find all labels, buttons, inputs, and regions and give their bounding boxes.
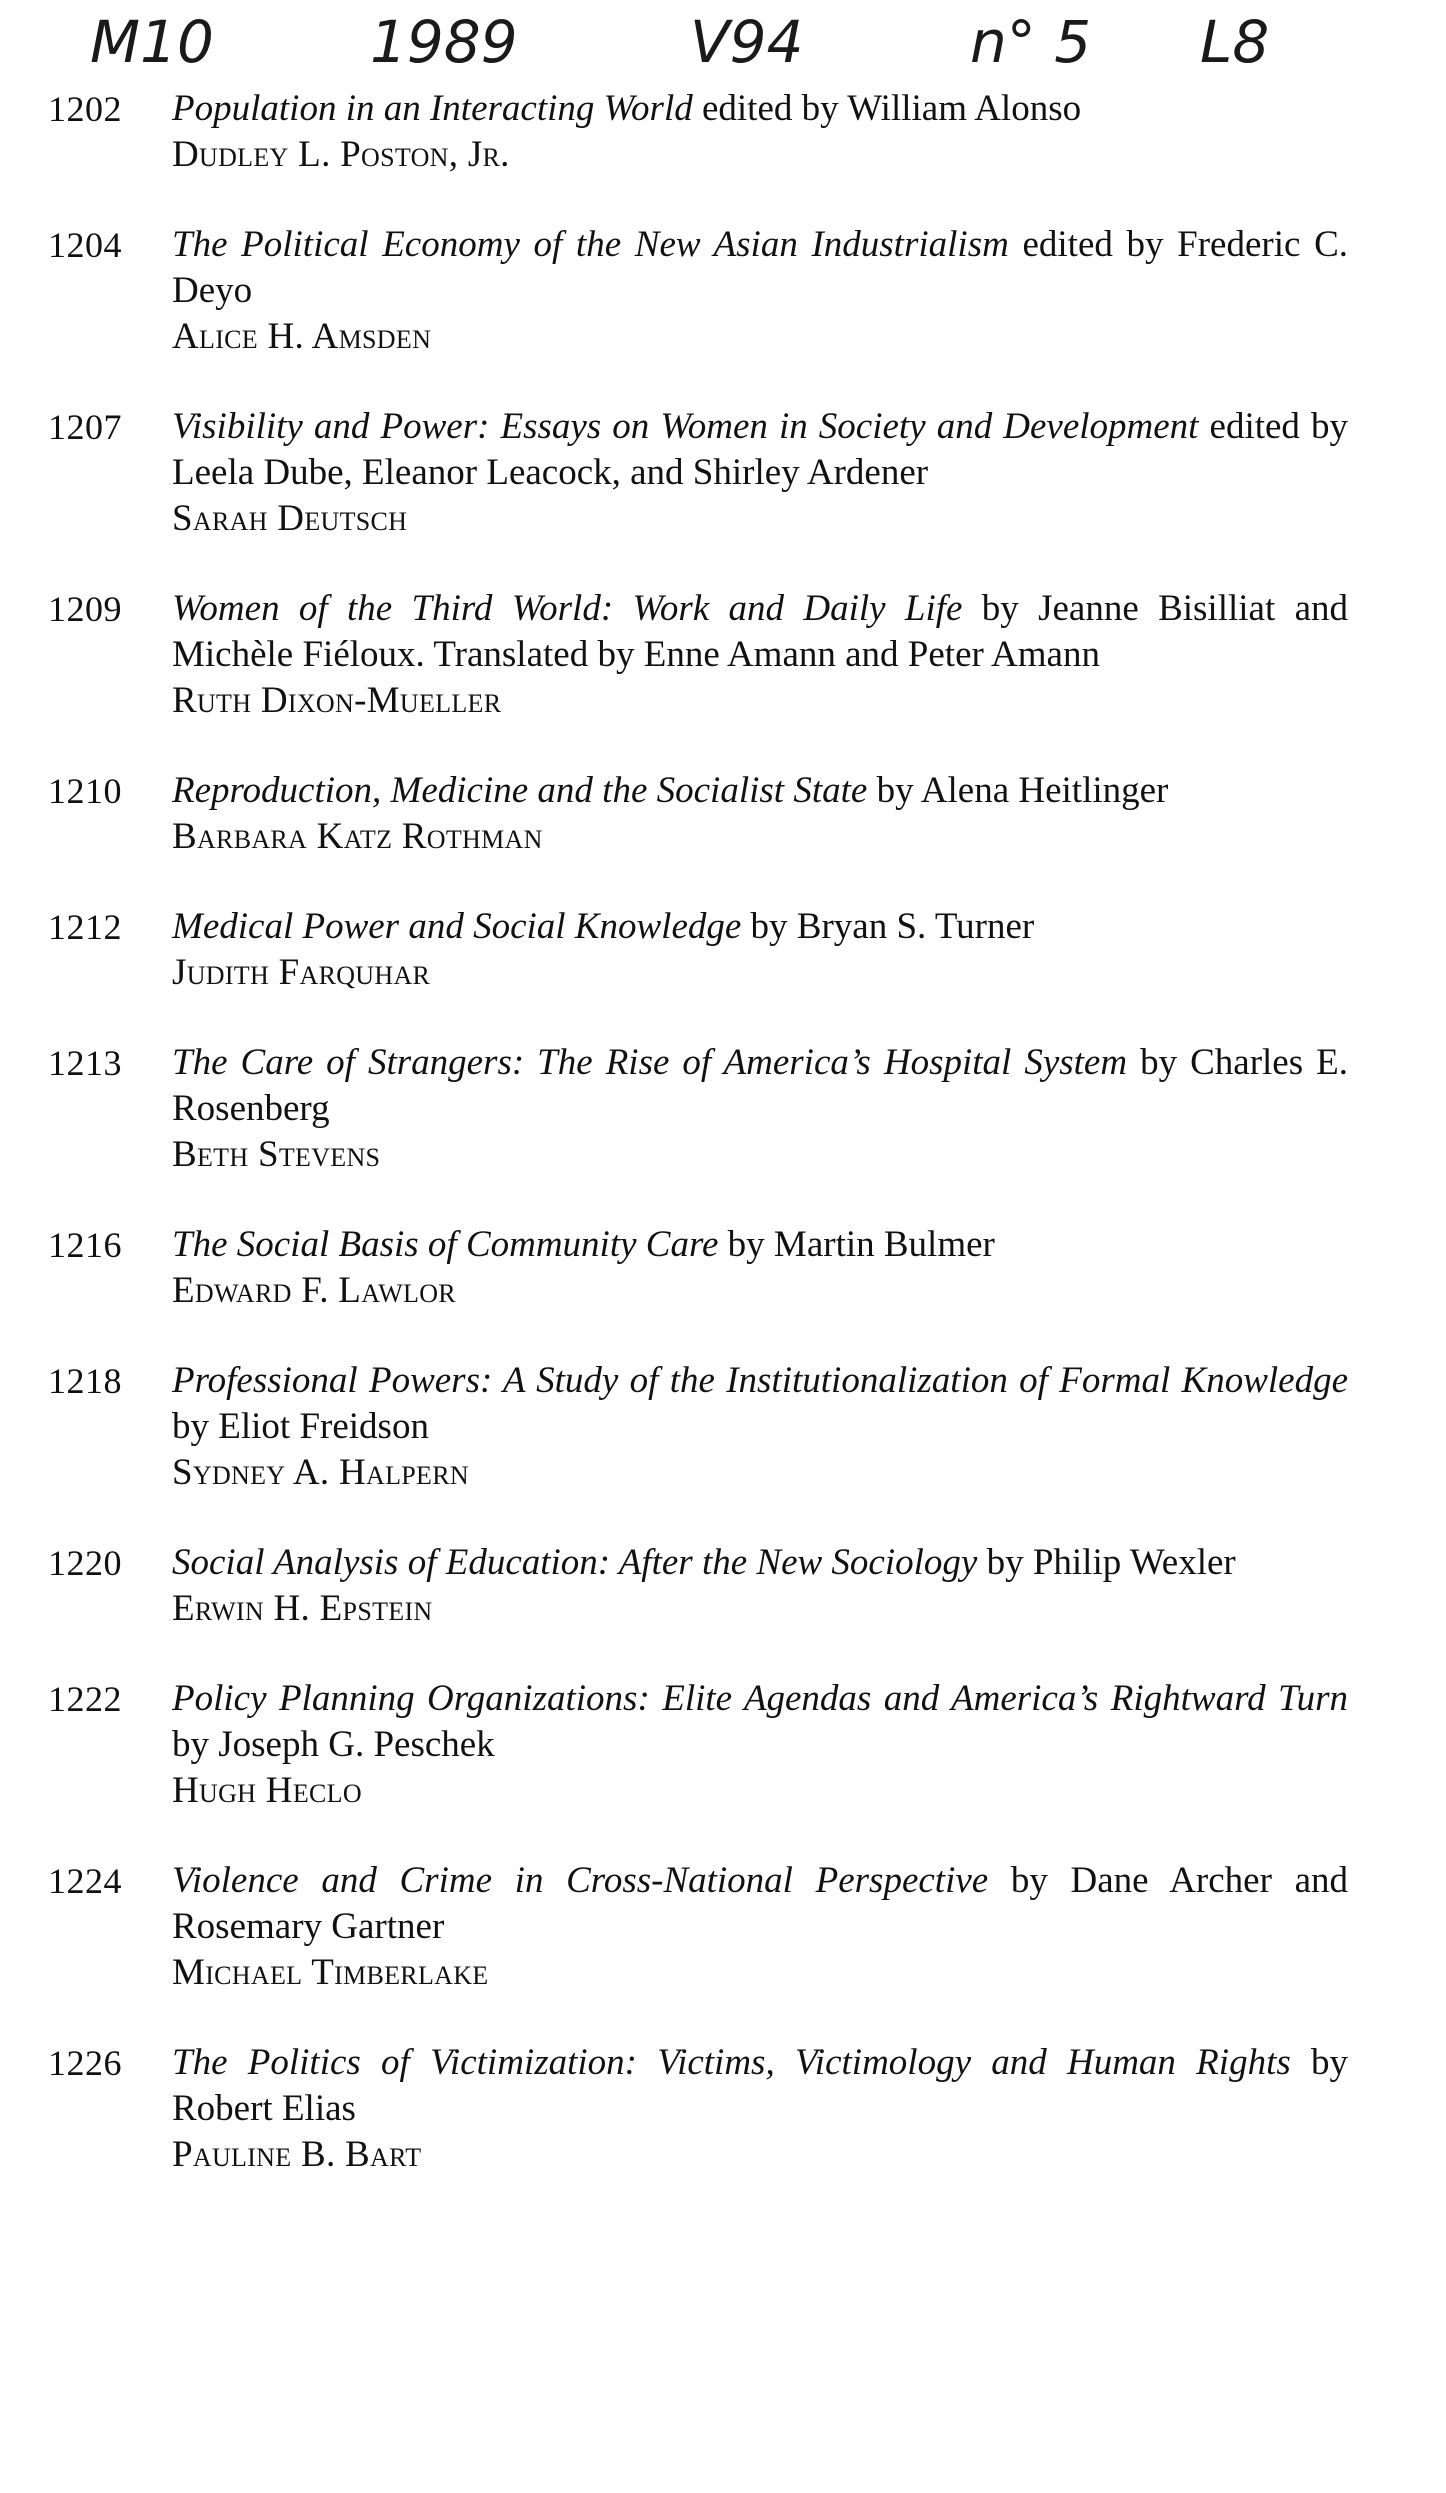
book-details: by Joseph G. Peschek xyxy=(172,1724,495,1765)
reviewer-name: Ruth Dixon-Mueller xyxy=(172,680,502,721)
book-details: by Jeanne Bisilliat and Michèle Fiéloux. Translated by Enne Amann and Peter Amann xyxy=(172,588,1348,675)
reviewer-name: Beth Stevens xyxy=(172,1134,381,1175)
book-details: by Dane Archer and Rosemary Gartner xyxy=(172,1860,1349,1947)
page-number: 1207 xyxy=(48,407,122,447)
book-title: The Politics of Victimization: Victims, Victimology and Human Rights xyxy=(172,2042,1291,2083)
book-title: Women of the Third World: Work and Daily Life xyxy=(172,588,963,629)
page-number: 1222 xyxy=(48,1679,122,1719)
handwritten-note xyxy=(90,0,1320,90)
book-details: by Robert Elias xyxy=(172,2042,1348,2129)
entry-body xyxy=(172,1040,1348,1178)
entry-body xyxy=(172,1858,1348,1996)
reviewer-name: Alice H. Amsden xyxy=(172,316,432,357)
reviewer-name: Erwin H. Epstein xyxy=(172,1588,433,1629)
handwritten-token: 1989 xyxy=(370,8,518,76)
book-details: by Philip Wexler xyxy=(977,1542,1236,1583)
review-entry xyxy=(48,2040,1348,2178)
book-details: edited by Frederic C. Deyo xyxy=(172,224,1348,311)
book-title: Population in an Interacting World xyxy=(172,88,693,129)
entry-body xyxy=(172,1676,1348,1814)
review-entry xyxy=(48,904,1348,996)
handwritten-token: V94 xyxy=(690,8,804,76)
page-number: 1204 xyxy=(48,225,122,265)
review-entry xyxy=(48,1858,1348,1996)
book-title: Social Analysis of Education: After the New Sociology xyxy=(172,1542,978,1583)
reviewer-name: Sarah Deutsch xyxy=(172,498,408,539)
reviewer-name: Edward F. Lawlor xyxy=(172,1270,456,1311)
book-details: edited by William Alonso xyxy=(692,88,1082,129)
entry-body xyxy=(172,404,1348,542)
reviewer-name: Michael Timberlake xyxy=(172,1952,489,1993)
review-list xyxy=(48,86,1348,2222)
book-title: Violence and Crime in Cross-National Perspective xyxy=(172,1860,989,1901)
book-title: The Care of Strangers: The Rise of America’s Hospital System xyxy=(172,1042,1128,1083)
reviewer-name: Sydney A. Halpern xyxy=(172,1452,469,1493)
book-details: by Eliot Freidson xyxy=(172,1406,429,1447)
book-title: The Political Economy of the New Asian Industrialism xyxy=(172,224,1009,265)
review-entry xyxy=(48,86,1348,178)
review-entry xyxy=(48,1676,1348,1814)
page-number: 1213 xyxy=(48,1043,122,1083)
book-details: by Bryan S. Turner xyxy=(741,906,1035,947)
review-entry xyxy=(48,1222,1348,1314)
reviewer-name: Hugh Heclo xyxy=(172,1770,362,1811)
entry-body xyxy=(172,768,1348,860)
reviewer-name: Dudley L. Poston, Jr. xyxy=(172,134,510,175)
page-number: 1202 xyxy=(48,89,122,129)
book-details: by Alena Heitlinger xyxy=(867,770,1169,811)
entry-body xyxy=(172,904,1348,996)
reviewer-name: Barbara Katz Rothman xyxy=(172,816,543,857)
page-number: 1226 xyxy=(48,2043,122,2083)
book-details: by Martin Bulmer xyxy=(718,1224,995,1265)
book-title: Reproduction, Medicine and the Socialist State xyxy=(172,770,868,811)
book-title: Professional Powers: A Study of the Institutionalization of Formal Knowledge xyxy=(172,1360,1348,1401)
review-entry xyxy=(48,1358,1348,1496)
reviewer-name: Pauline B. Bart xyxy=(172,2134,422,2175)
book-details: edited by Leela Dube, Eleanor Leacock, and Shirley Ardener xyxy=(172,406,1348,493)
review-entry xyxy=(48,768,1348,860)
handwritten-note-graphic xyxy=(90,0,1320,90)
book-details: by Charles E. Rosenberg xyxy=(172,1042,1348,1129)
page-number: 1212 xyxy=(48,907,122,947)
page-number: 1216 xyxy=(48,1225,122,1265)
entry-body xyxy=(172,1540,1348,1632)
reviewer-name: Judith Farquhar xyxy=(172,952,431,993)
book-title: The Social Basis of Community Care xyxy=(172,1224,719,1265)
handwritten-token: L8 xyxy=(1200,8,1270,76)
page-number: 1224 xyxy=(48,1861,122,1901)
page-number: 1209 xyxy=(48,589,122,629)
handwritten-token: n° 5 xyxy=(970,8,1092,76)
page-number: 1218 xyxy=(48,1361,122,1401)
book-title: Visibility and Power: Essays on Women in Society and Development xyxy=(172,406,1199,447)
entry-body xyxy=(172,586,1348,724)
review-entry xyxy=(48,404,1348,542)
entry-body xyxy=(172,1358,1348,1496)
entry-body xyxy=(172,86,1348,178)
page-number: 1220 xyxy=(48,1543,122,1583)
review-entry xyxy=(48,1040,1348,1178)
page-number: 1210 xyxy=(48,771,122,811)
review-entry xyxy=(48,586,1348,724)
review-entry xyxy=(48,1540,1348,1632)
book-title: Medical Power and Social Knowledge xyxy=(172,906,742,947)
entry-body xyxy=(172,222,1348,360)
review-entry xyxy=(48,222,1348,360)
handwritten-token: M10 xyxy=(90,8,214,76)
book-title: Policy Planning Organizations: Elite Agendas and America’s Rightward Turn xyxy=(172,1678,1348,1719)
entry-body xyxy=(172,1222,1348,1314)
entry-body xyxy=(172,2040,1348,2178)
